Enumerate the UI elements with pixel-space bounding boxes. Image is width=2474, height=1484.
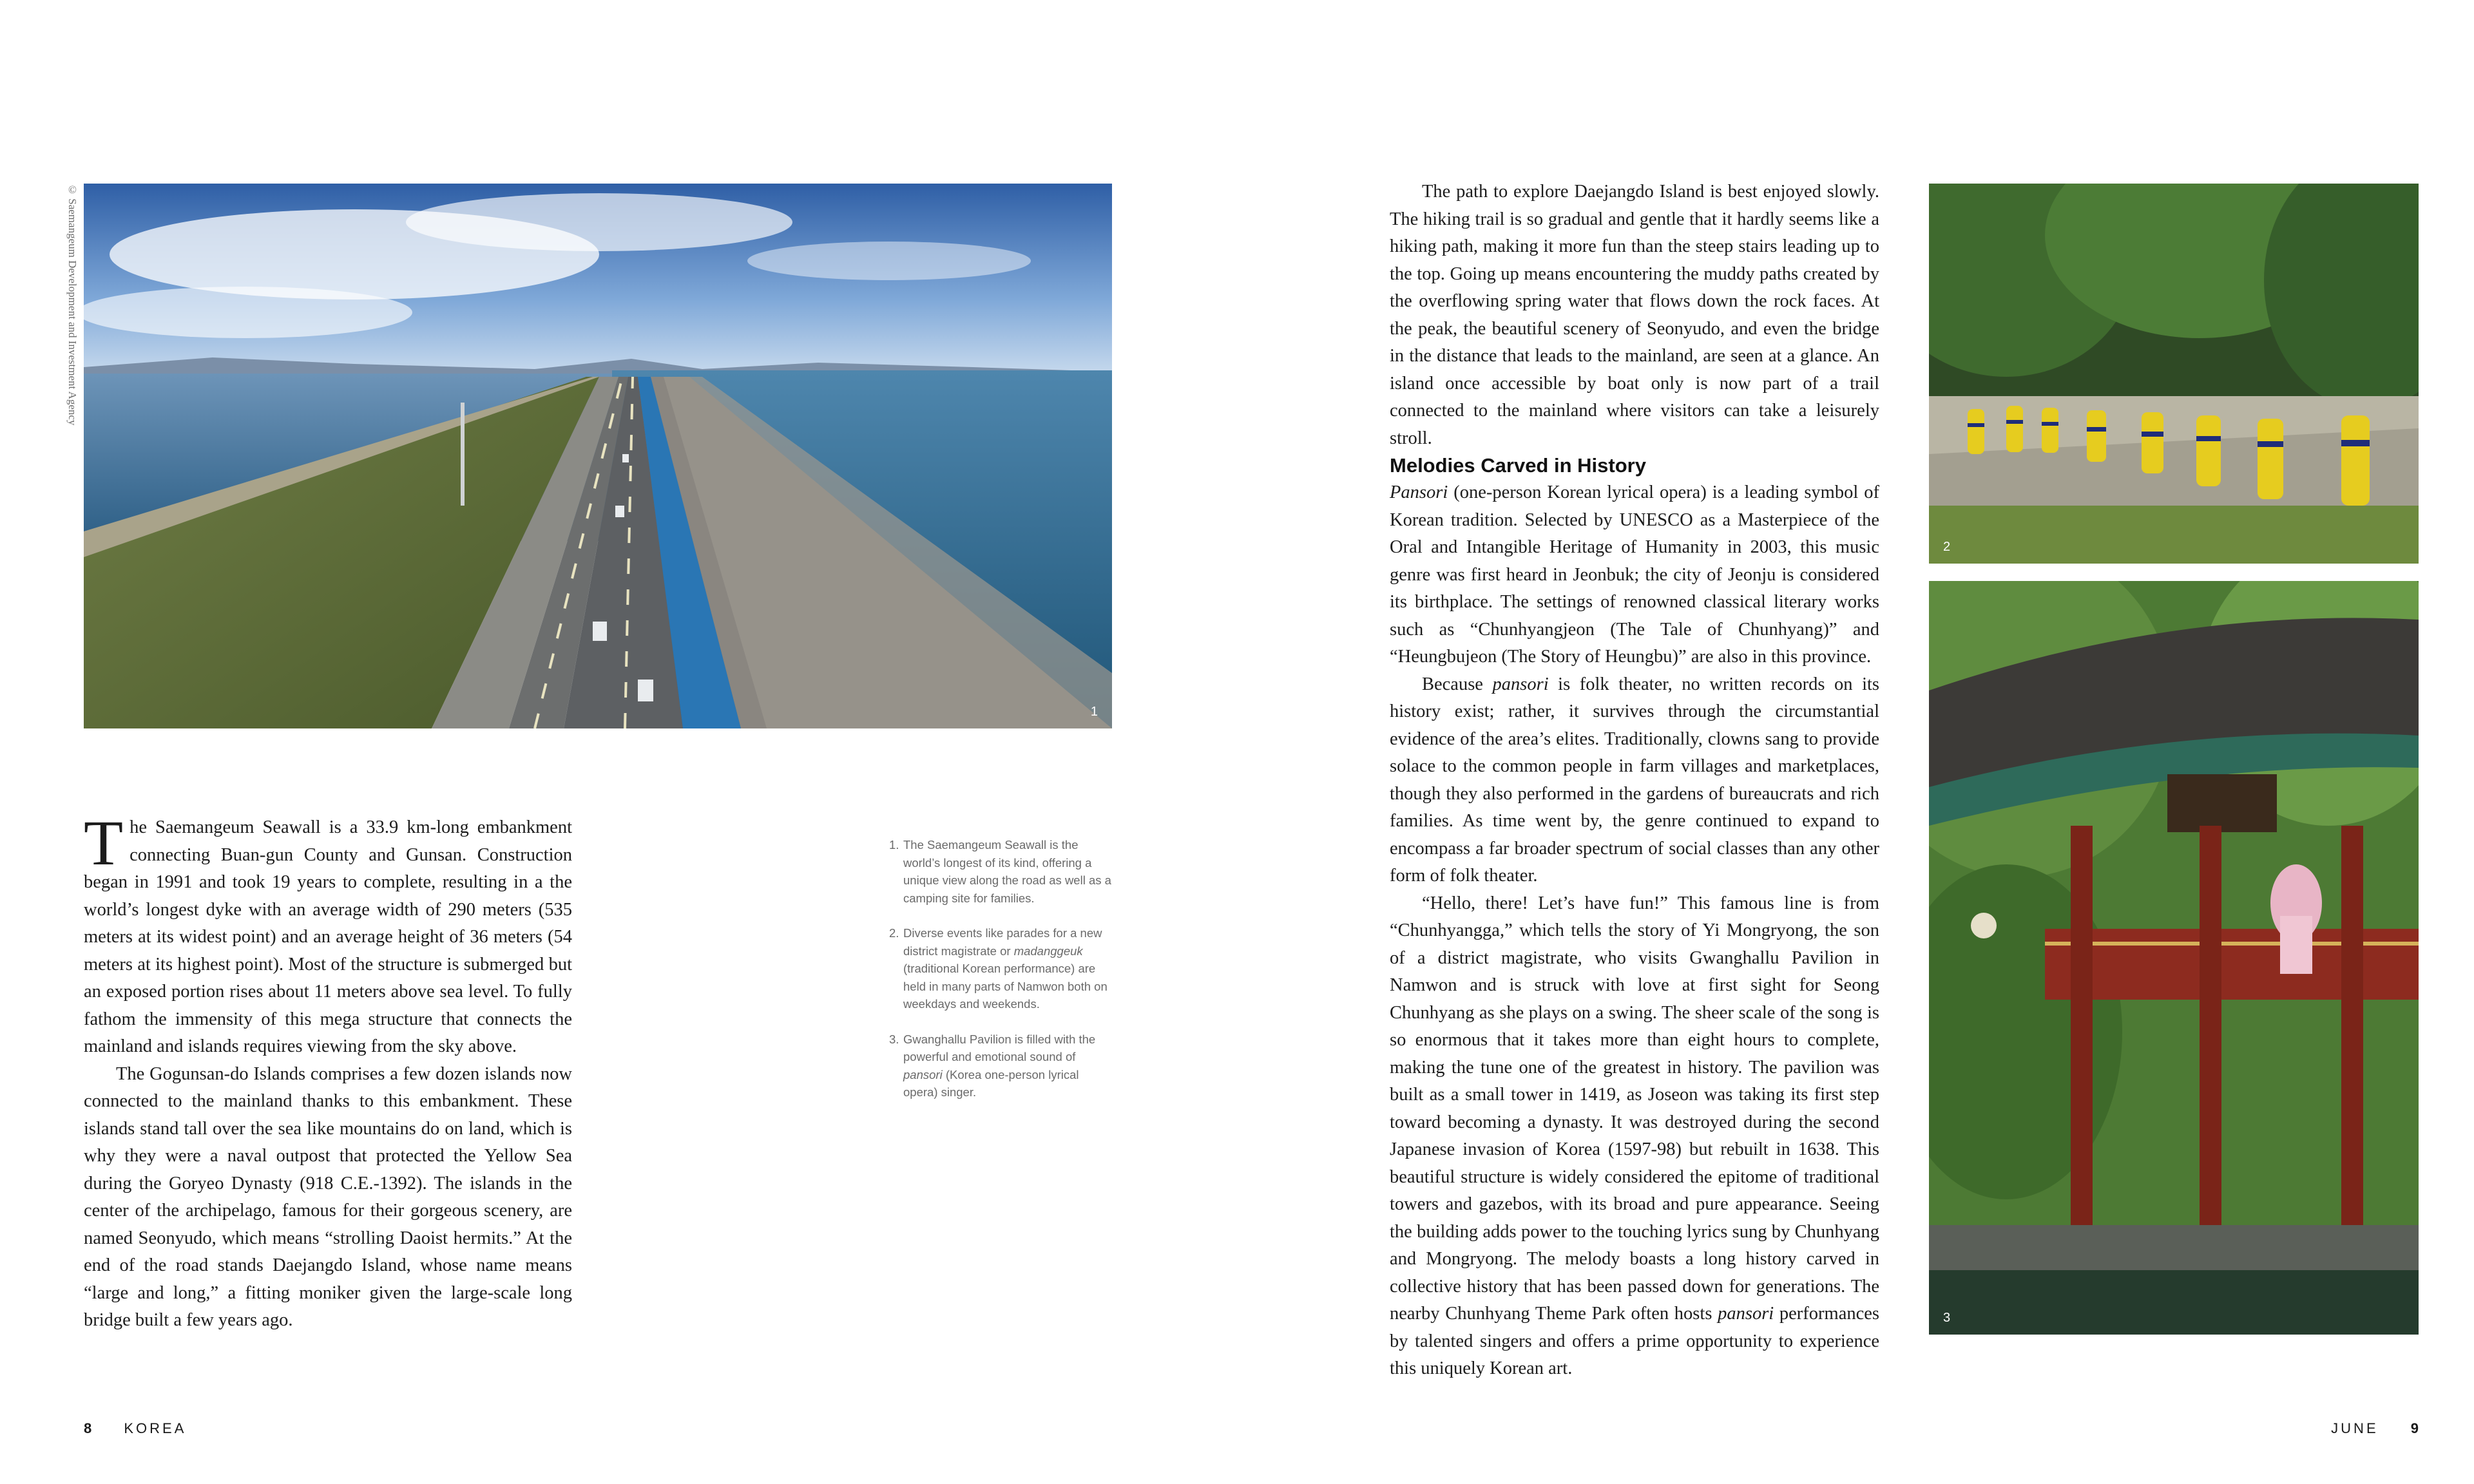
right-article-intro <box>1390 178 1879 452</box>
left-folio <box>84 1420 186 1437</box>
photo-number: 3 <box>1943 1311 1951 1325</box>
seawall-photo <box>84 184 1112 728</box>
photo-number: 1 <box>1090 705 1098 719</box>
page-number: 9 <box>2410 1420 2419 1436</box>
parade-photo <box>1929 184 2419 564</box>
paragraph: Because pansori is folk theater, no written records on its history exist; rather, it survives through the circumstantial evidence of the area’s elites. Traditionally, clowns sang to provide solace to the common people in farm villages and marketplaces, though they also performed in the gardens of bureaucrats and rich families. As time went by, the genre continued to expand to encompass a far broader spectrum of social classes than any other form of folk theater. <box>1390 674 1879 886</box>
paragraph: The Saemangeum Seawall is a 33.9 km-long embankment connecting Buan-gun County and Gunsan. Construction began in 1991 and took 19 years to complete, resulting in a the world’s longest dyke with an average width of 290 meters (535 meters at its widest point) and an average height of 36 meters (54 meters at its highest point). Most of the structure is submerged but an exposed portion rises about 11 meters above sea level. To fully fathom the immensity of this mega structure that connects the mainland and islands requires viewing from the sky above. <box>84 807 572 1056</box>
page-number: 8 <box>84 1420 92 1436</box>
caption-2: 2. Diverse events like parades for a new district magistrate or madanggeuk (traditional Korean performance) are held in many parts of Namwon both on weekdays and weekends. <box>889 926 1108 1011</box>
left-article-column <box>84 807 572 1335</box>
paragraph: “Hello, there! Let’s have fun!” This famous line is from “Chunhyangga,” which tells the story of Yi Mongryong, the son of a district magistrate, who visits Gwanghallu Pavilion in Namwon and is struck with love at first sight for Seong Chunhyang as she plays on a swing. The sheer scale of the song is so enormous that it takes more than eight hours to complete, making the tune one of the greatest in history. The pavilion was built as a small tower in 1419, as Joseon was taking its first step toward becoming a dynasty. It was destroyed during the second Japanese invasion of Korea (1597-98) but rebuilt in 1638. This beautiful structure is widely considered the epitome of traditional towers and gazebos, with its broad and pure appearance. Seeing the building adds power to the touching lyrics sung by Chunhyang and Mongryong. The melody boasts a long history carved in collective history that has been passed down for generations. The nearby Chunhyang Theme Park often hosts pansori performances by talented singers and offers a prime opportunity to experience this uniquely Korean art. <box>1390 893 1879 1378</box>
caption-3: 3. Gwanghallu Pavilion is filled with the powerful and emotional sound of pansori (Korea one-person lyrical opera) singer. <box>889 1032 1096 1099</box>
drop-cap: T <box>84 807 124 879</box>
pavilion-photo <box>1929 581 2419 1335</box>
paragraph: Pansori (one-person Korean lyrical opera) is a leading symbol of Korean tradition. Selected by UNESCO as a Masterpiece of the Oral and Intangible Heritage of Humanity in 2003, this music genre was first heard in Jeonbuk; the city of Jeonju is considered its birthplace. The settings of renowned classical literary works such as “Chunhyangjeon (The Tale of Chunhyang)” and “Heungbujeon (The Story of Heungbu)” are also in this province. <box>1390 482 1879 667</box>
magazine-title: KOREA <box>124 1420 187 1436</box>
photo-credit: © Saemangeum Development and Investment Agency <box>66 184 79 426</box>
right-folio <box>2331 1420 2419 1437</box>
photo-captions <box>889 836 1115 1119</box>
right-article-column <box>1390 479 1879 1383</box>
issue-month: JUNE <box>2331 1420 2379 1436</box>
paragraph: The Gogunsan-do Islands comprises a few dozen islands now connected to the mainland thanks to this embankment. These islands stand tall over the sea like mountains do on land, which is why they were a naval outpost that protected the Yellow Sea during the Goryeo Dynasty (918 C.E.-1392). The islands in the center of the archipelago, famous for their gorgeous scenery, are named Seonyudo, which means “strolling Daoist hermits.” At the end of the road stands Daejangdo Island, whose name means “large and long,” a fitting moniker given the large-scale long bridge built a few years ago. <box>84 1063 572 1330</box>
paragraph: The path to explore Daejangdo Island is best enjoyed slowly. The hiking trail is so gradual and gentle that it hardly seems like a hiking path, making it more fun than the steep stairs leading up to the top. Going up means encountering the muddy paths created by the overflowing spring water that flows down the rock faces. At the peak, the beautiful scenery of Seonyudo, and even the bridge in the distance that leads to the mainland, are seen at a glance. An island once accessible by boat only is now part of a trail connected to the mainland where visitors can take a leisurely stroll. <box>1390 182 1879 448</box>
section-heading: Melodies Carved in History <box>1390 454 1646 477</box>
photo-number: 2 <box>1943 540 1951 554</box>
caption-1: 1. The Saemangeum Seawall is the world’s longest of its kind, offering a unique view along the road as well as a camping site for families. <box>889 838 1111 905</box>
